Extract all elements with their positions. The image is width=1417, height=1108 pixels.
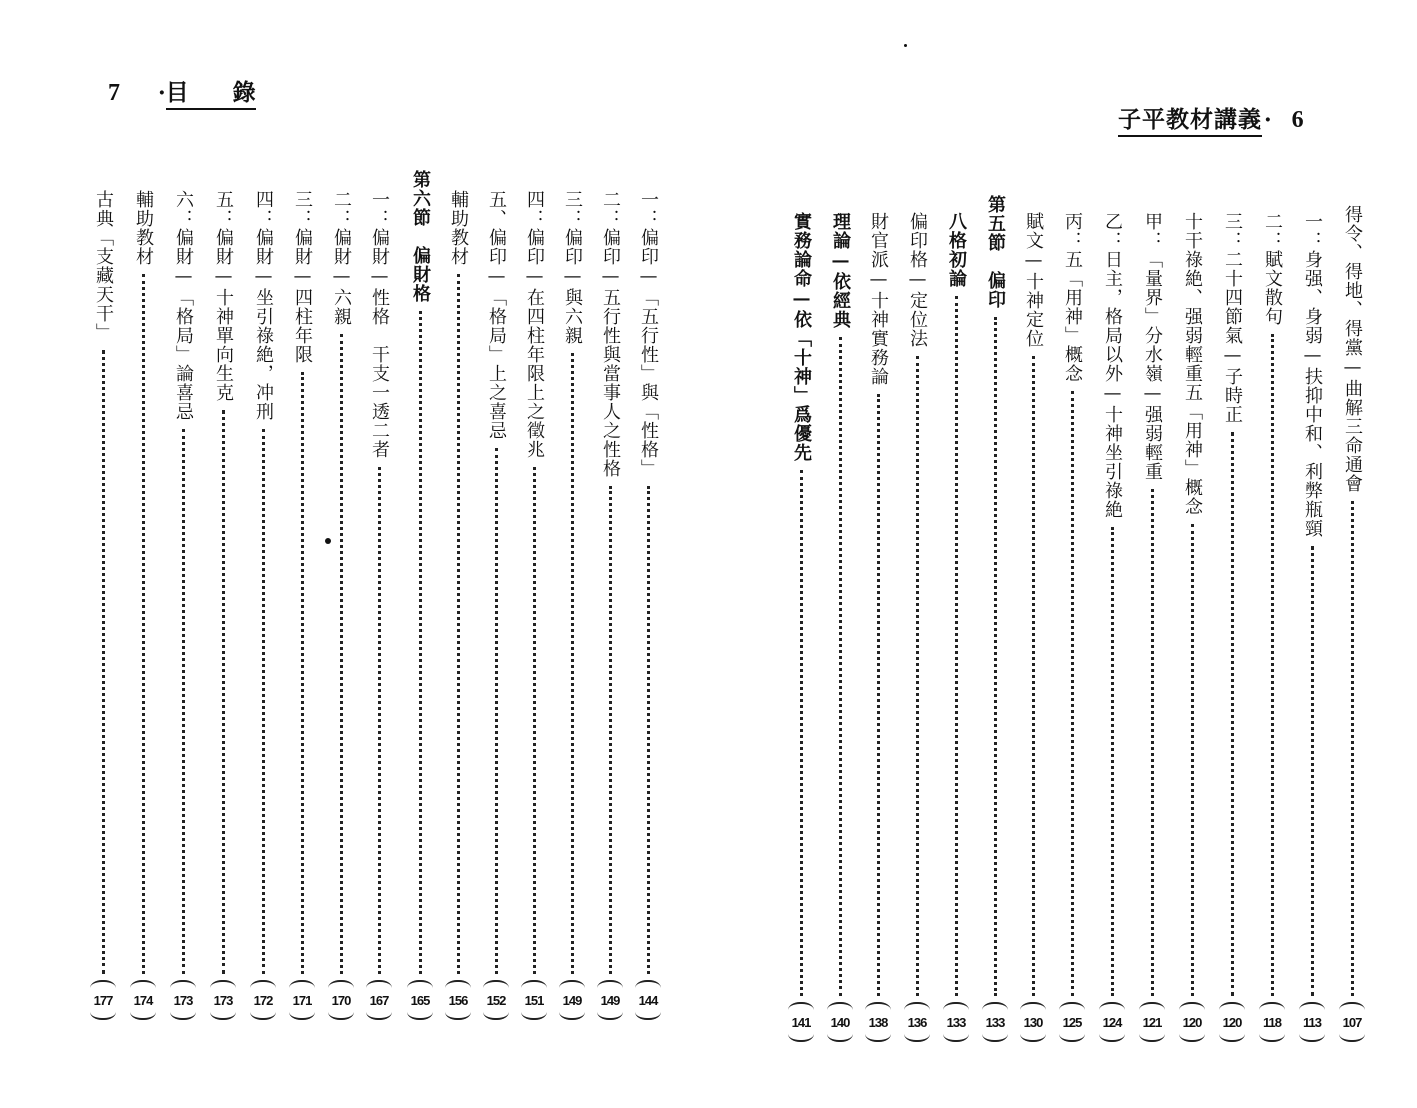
toc-section-heading bbox=[980, 195, 1010, 1042]
toc-entry bbox=[786, 212, 816, 1042]
dot-leader bbox=[182, 429, 185, 974]
toc-entry-title: 一：偏印—「五行性」與「性格」 bbox=[638, 190, 659, 478]
dot-leader bbox=[571, 353, 574, 974]
dot-leader bbox=[1151, 489, 1154, 996]
left-page-number: 7 bbox=[108, 80, 120, 106]
toc-entry-title: 輔助教材 bbox=[448, 190, 469, 266]
toc-entry-title: 偏印格—定位法 bbox=[907, 212, 928, 348]
dot-leader bbox=[1071, 391, 1074, 996]
toc-entry-page: 120 bbox=[1179, 1002, 1205, 1042]
toc-entry-title: 二：賦文散句 bbox=[1262, 212, 1283, 326]
toc-entry bbox=[902, 212, 932, 1042]
dot-leader bbox=[916, 356, 919, 996]
toc-entry-title: 丙：五「用神」概念 bbox=[1062, 212, 1083, 383]
toc-entry bbox=[208, 190, 238, 1020]
toc-entry bbox=[1217, 212, 1247, 1042]
toc-entry-page: 174 bbox=[130, 980, 156, 1020]
toc-entry bbox=[1297, 212, 1327, 1042]
toc-entry-title: 五、偏印—「格局」上之喜忌 bbox=[486, 190, 507, 440]
toc-entry bbox=[88, 190, 118, 1020]
toc-entry bbox=[633, 190, 663, 1020]
toc-entry-page: 133 bbox=[982, 1002, 1008, 1042]
left-page-title bbox=[166, 74, 256, 110]
dot-leader bbox=[222, 410, 225, 974]
toc-entry-title: 六：偏財—「格局」論喜忌 bbox=[173, 190, 194, 421]
dot-leader bbox=[647, 486, 650, 974]
toc-entry-title: 五：偏財—十神單向生克 bbox=[213, 190, 234, 402]
dot-leader bbox=[609, 486, 612, 974]
dot-leader bbox=[1271, 334, 1274, 996]
toc-entry bbox=[595, 190, 625, 1020]
toc-entry bbox=[128, 190, 158, 1020]
toc-entry-title: 得令、得地、得黨—曲解三命通會 bbox=[1342, 205, 1363, 493]
toc-entry bbox=[941, 212, 971, 1042]
dot-leader bbox=[1351, 501, 1354, 996]
left-page-header bbox=[108, 74, 256, 110]
title-char-lu: 錄 bbox=[232, 79, 256, 106]
toc-entry-title: 十干祿絶、强弱輕重五「用神」概念 bbox=[1182, 212, 1203, 516]
toc-entry-page: 149 bbox=[559, 980, 585, 1020]
toc-entry-page: 120 bbox=[1219, 1002, 1245, 1042]
toc-entry bbox=[168, 190, 198, 1020]
toc-entry bbox=[519, 190, 549, 1020]
toc-entry-title: 第五節 偏印 bbox=[985, 195, 1006, 309]
header-dot: · bbox=[158, 80, 166, 106]
toc-entry-page: 167 bbox=[366, 980, 392, 1020]
toc-entry-title: 乙：日主，格局以外—十神坐引祿絶 bbox=[1102, 212, 1123, 519]
toc-entry-page: 133 bbox=[943, 1002, 969, 1042]
dot-leader bbox=[1191, 524, 1194, 996]
dot-leader bbox=[800, 470, 803, 996]
toc-entry-page: 141 bbox=[788, 1002, 814, 1042]
toc-entry-page: 165 bbox=[407, 980, 433, 1020]
dot-leader bbox=[457, 274, 460, 974]
toc-entry-title: 實務論命—依「十神」爲優先 bbox=[791, 212, 812, 462]
toc-entry bbox=[1257, 212, 1287, 1042]
dot-leader bbox=[1231, 432, 1234, 996]
toc-entry-title: 賦文—十神定位 bbox=[1023, 212, 1044, 348]
toc-entry bbox=[1097, 212, 1127, 1042]
toc-entry-title: 甲：「量界」分水嶺—强弱輕重 bbox=[1142, 212, 1163, 481]
dot-leader bbox=[340, 334, 343, 974]
toc-entry bbox=[364, 190, 394, 1020]
toc-entry-page: 130 bbox=[1020, 1002, 1046, 1042]
toc-entry-page: 171 bbox=[289, 980, 315, 1020]
toc-entry-title: 三：偏財—四柱年限 bbox=[292, 190, 313, 364]
toc-entry-page: 172 bbox=[250, 980, 276, 1020]
dot-leader bbox=[533, 467, 536, 974]
dot-leader bbox=[1311, 546, 1314, 996]
toc-entry-title: 八格初論 bbox=[946, 212, 967, 288]
header-dot: · bbox=[1264, 107, 1272, 133]
toc-entry-title: 四：偏印—在四柱年限上之徵兆 bbox=[524, 190, 545, 459]
toc-entry bbox=[1137, 212, 1167, 1042]
right-page-title: 子平教材講義 bbox=[1118, 101, 1262, 137]
toc-entry-title: 四：偏財—坐引祿絶，冲刑 bbox=[253, 190, 274, 421]
toc-entry-title: 三：偏印—與六親 bbox=[562, 190, 583, 345]
toc-entry-page: 170 bbox=[328, 980, 354, 1020]
toc-entry-page: 125 bbox=[1059, 1002, 1085, 1042]
dot-leader bbox=[495, 448, 498, 974]
toc-entry-page: 149 bbox=[597, 980, 623, 1020]
toc-entry-page: 151 bbox=[521, 980, 547, 1020]
toc-entry-page: 173 bbox=[170, 980, 196, 1020]
toc-entry-title: 三：二十四節氣—子時正 bbox=[1222, 212, 1243, 424]
toc-entry-page: 144 bbox=[635, 980, 661, 1020]
dot-leader bbox=[142, 274, 145, 974]
scan-speck bbox=[325, 538, 331, 544]
toc-section-heading bbox=[405, 170, 435, 1020]
toc-entry bbox=[481, 190, 511, 1020]
toc-entry bbox=[863, 212, 893, 1042]
toc-entry bbox=[1018, 212, 1048, 1042]
toc-entry-page: 136 bbox=[904, 1002, 930, 1042]
toc-entry bbox=[1177, 212, 1207, 1042]
dot-leader bbox=[301, 372, 304, 974]
toc-entry-title: 第六節 偏財格 bbox=[410, 170, 431, 303]
toc-entry-page: 107 bbox=[1339, 1002, 1365, 1042]
toc-entry bbox=[1057, 212, 1087, 1042]
dot-leader bbox=[378, 467, 381, 974]
dot-leader bbox=[955, 296, 958, 996]
toc-entry-page: 124 bbox=[1099, 1002, 1125, 1042]
toc-entry-page: 177 bbox=[90, 980, 116, 1020]
right-page-number: 6 bbox=[1291, 107, 1304, 133]
toc-entry bbox=[287, 190, 317, 1020]
toc-entry bbox=[557, 190, 587, 1020]
toc-entry bbox=[326, 190, 356, 1020]
toc-entry-page: 140 bbox=[827, 1002, 853, 1042]
dot-leader bbox=[262, 429, 265, 974]
title-char-mu: 目 bbox=[165, 79, 189, 106]
toc-entry-title: 理論—依經典 bbox=[830, 212, 851, 329]
dot-leader bbox=[419, 311, 422, 974]
toc-entry-title: 輔助教材 bbox=[133, 190, 154, 266]
dot-leader bbox=[839, 337, 842, 996]
toc-entry-page: 138 bbox=[865, 1002, 891, 1042]
right-page-header bbox=[1118, 101, 1304, 137]
dot-leader bbox=[102, 350, 105, 974]
toc-entry-page: 113 bbox=[1299, 1002, 1325, 1042]
toc-entry-page: 152 bbox=[483, 980, 509, 1020]
toc-entry-title: 二：偏印—五行性與當事人之性格 bbox=[600, 190, 621, 478]
scan-speck bbox=[904, 44, 907, 47]
toc-entry bbox=[1337, 205, 1367, 1042]
toc-entry-title: 古典「支藏天干」 bbox=[93, 190, 114, 342]
toc-entry-page: 121 bbox=[1139, 1002, 1165, 1042]
dot-leader bbox=[1111, 527, 1114, 996]
toc-entry-page: 156 bbox=[445, 980, 471, 1020]
toc-entry-title: 一：偏財—性格 干支一透二者 bbox=[369, 190, 390, 459]
toc-entry bbox=[825, 212, 855, 1042]
toc-entry-title: 二：偏財—六親 bbox=[331, 190, 352, 326]
dot-leader bbox=[877, 394, 880, 996]
toc-entry bbox=[443, 190, 473, 1020]
toc-entry-page: 173 bbox=[210, 980, 236, 1020]
toc-entry-title: 一：身强、身弱—扶抑中和、利弊瓶頸 bbox=[1302, 212, 1323, 538]
dot-leader bbox=[1032, 356, 1035, 996]
dot-leader bbox=[994, 317, 997, 996]
toc-entry-page: 118 bbox=[1259, 1002, 1285, 1042]
toc-entry bbox=[248, 190, 278, 1020]
toc-entry-title: 財官派—十神實務論 bbox=[868, 212, 889, 386]
